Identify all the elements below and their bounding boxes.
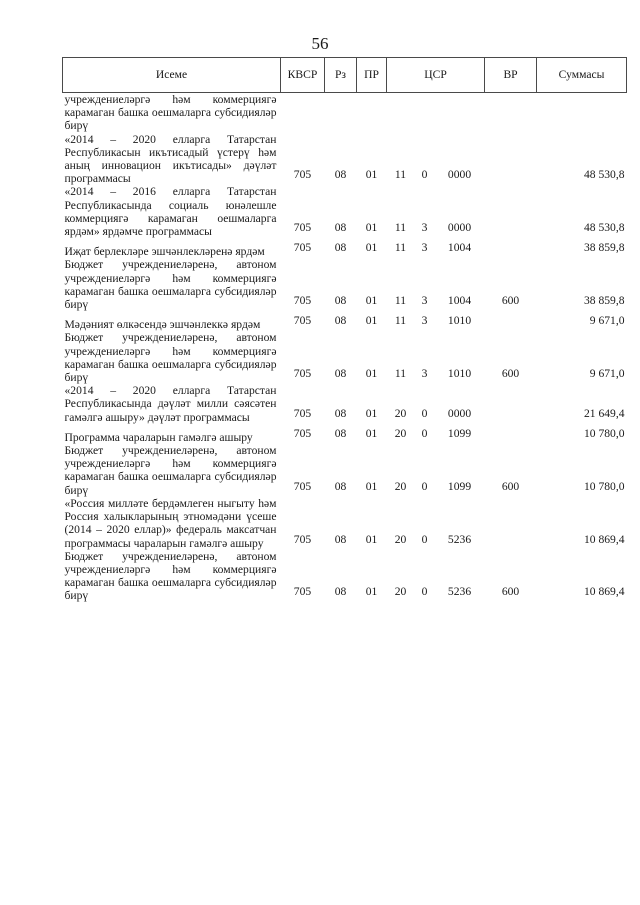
table-row — [63, 424, 627, 444]
row-csr-subprogram: 3 — [421, 221, 428, 235]
row-csr-subprogram: 3 — [421, 294, 428, 308]
row-kvsr: 705 — [293, 426, 312, 440]
row-rz: 08 — [334, 314, 347, 328]
row-csr-subprogram: 3 — [421, 367, 428, 381]
row-vr: 600 — [501, 367, 520, 381]
row-pr: 01 — [365, 406, 378, 420]
row-csr-subprogram: 0 — [421, 585, 428, 599]
page-number: 56 — [311, 34, 329, 53]
row-pr: 01 — [365, 241, 378, 255]
row-csr-direction: 0000 — [447, 406, 472, 420]
row-kvsr: 705 — [293, 294, 312, 308]
row-csr-direction: 5236 — [447, 532, 472, 546]
row-csr-direction: 1099 — [447, 426, 472, 440]
row-name: Бюджет учреждениеләренә, автоном учреждениеләргә һәм коммерциягә карамаган башка оешмаларга субсидияләр бирү — [64, 444, 277, 497]
row-vr: 600 — [501, 585, 520, 599]
row-kvsr: 705 — [293, 479, 312, 493]
header-vr: ВР — [485, 58, 537, 93]
row-csr-subprogram — [415, 93, 435, 133]
table-row — [63, 331, 627, 384]
row-rz: 08 — [334, 479, 347, 493]
row-name: Иҗат берлекләре эшчәнлекләренә ярдәм — [64, 245, 265, 259]
row-csr-direction: 0000 — [447, 168, 472, 182]
table-row — [63, 93, 627, 133]
row-kvsr: 705 — [293, 221, 312, 235]
row-name: «2014 – 2020 елларга Татарстан Республикасын икътисадый үстерү һәм аның инновацион икътисады» дәүләт программасы — [64, 132, 277, 186]
row-rz: 08 — [334, 221, 347, 235]
row-vr: 600 — [501, 479, 520, 493]
row-csr-subprogram: 0 — [421, 406, 428, 420]
row-csr-subprogram: 0 — [421, 532, 428, 546]
row-csr-direction: 1004 — [447, 294, 472, 308]
row-vr — [485, 185, 537, 238]
row-sum: 10 869,4 — [583, 585, 625, 599]
row-csr-subprogram: 0 — [421, 479, 428, 493]
row-csr-program: 11 — [394, 221, 407, 235]
row-rz: 08 — [334, 532, 347, 546]
row-rz: 08 — [334, 426, 347, 440]
row-pr: 01 — [365, 367, 378, 381]
table-row — [63, 185, 627, 238]
header-name: Исеме — [63, 58, 281, 93]
row-csr-subprogram: 3 — [421, 314, 428, 328]
table-header-row — [63, 58, 627, 93]
row-vr — [485, 311, 537, 331]
row-name: «2014 – 2016 елларга Татарстан Республикасында социаль юнәлешле коммерциягә карамаган оешмаларга ярдәм» ярдәмче программасы — [64, 185, 277, 239]
row-csr-program: 20 — [394, 426, 407, 440]
row-kvsr: 705 — [293, 406, 312, 420]
row-pr: 01 — [365, 479, 378, 493]
row-sum — [537, 93, 627, 133]
row-sum: 38 859,8 — [583, 294, 625, 308]
header-pr: ПР — [357, 58, 387, 93]
row-csr-program: 11 — [394, 241, 407, 255]
row-pr: 01 — [365, 221, 378, 235]
table-row — [63, 384, 627, 424]
row-vr — [485, 133, 537, 186]
row-csr-program: 20 — [394, 532, 407, 546]
row-name: «2014 – 2020 елларга Татарстан Республикасында дәүләт милли сәясәтен гамәлгә ашыру» дәүләт программасы — [64, 384, 277, 424]
row-pr: 01 — [365, 168, 378, 182]
row-csr-subprogram: 0 — [421, 426, 428, 440]
header-rz: Рз — [325, 58, 357, 93]
table-row — [63, 258, 627, 311]
table-row — [63, 238, 627, 258]
row-csr-program: 11 — [394, 367, 407, 381]
table-row — [63, 311, 627, 331]
header-sum: Суммасы — [537, 58, 627, 93]
row-csr-subprogram: 0 — [421, 168, 428, 182]
row-sum: 48 530,8 — [583, 168, 625, 182]
row-kvsr: 705 — [293, 585, 312, 599]
row-rz: 08 — [334, 585, 347, 599]
row-csr-program — [387, 93, 415, 133]
row-kvsr: 705 — [293, 367, 312, 381]
header-csr: ЦСР — [387, 58, 485, 93]
row-rz — [325, 93, 357, 133]
row-pr: 01 — [365, 532, 378, 546]
row-name: «Россия милләте бердәмлеген ныгыту һәм Россия халыкларының этномәдәни үсеше (2014 – 2020 еллар)» федераль максатчан программасы чараларын гамәлгә ашыру — [64, 496, 277, 550]
row-pr: 01 — [365, 294, 378, 308]
row-rz: 08 — [334, 168, 347, 182]
budget-table — [62, 57, 627, 603]
row-csr-program: 20 — [394, 585, 407, 599]
row-kvsr: 705 — [293, 168, 312, 182]
row-pr: 01 — [365, 426, 378, 440]
row-sum: 21 649,4 — [583, 406, 625, 420]
row-name: Мәдәният өлкәсендә эшчәнлеккә ярдәм — [64, 318, 261, 332]
row-vr — [485, 238, 537, 258]
row-name: Бюджет учреждениеләренә, автоном учреждениеләргә һәм коммерциягә карамаган башка оешмаларга субсидияләр бирү — [64, 258, 277, 312]
row-vr: 600 — [501, 294, 520, 308]
row-csr-direction — [435, 93, 485, 133]
row-csr-subprogram: 3 — [421, 241, 428, 255]
row-kvsr — [281, 93, 325, 133]
row-name: учреждениеләргә һәм коммерциягә карамаган башка оешмаларга субсидияләр бирү — [64, 93, 277, 133]
row-csr-program: 11 — [394, 294, 407, 308]
header-kvsr: КВСР — [281, 58, 325, 93]
row-csr-program: 20 — [394, 479, 407, 493]
row-name: Программа чараларын гамәлгә ашыру — [64, 430, 253, 444]
row-csr-direction: 1010 — [447, 367, 472, 381]
row-csr-direction: 0000 — [447, 221, 472, 235]
row-csr-program: 11 — [394, 314, 407, 328]
row-name: Бюджет учреждениеләренә, автоном учреждениеләргә һәм коммерциягә карамаган башка оешмаларга субсидияләр бирү — [64, 549, 277, 603]
row-csr-program: 20 — [394, 406, 407, 420]
row-rz: 08 — [334, 294, 347, 308]
row-csr-direction: 1099 — [447, 479, 472, 493]
row-vr — [485, 93, 537, 133]
row-rz: 08 — [334, 367, 347, 381]
row-csr-direction: 1010 — [447, 314, 472, 328]
row-pr: 01 — [365, 585, 378, 599]
row-kvsr: 705 — [293, 532, 312, 546]
row-vr — [485, 497, 537, 550]
row-pr: 01 — [365, 314, 378, 328]
row-sum: 9 671,0 — [589, 367, 625, 381]
row-kvsr: 705 — [293, 314, 312, 328]
table-row — [63, 550, 627, 603]
row-pr — [357, 93, 387, 133]
row-kvsr: 705 — [293, 241, 312, 255]
row-rz: 08 — [334, 241, 347, 255]
row-rz: 08 — [334, 406, 347, 420]
row-sum: 10 869,4 — [583, 532, 625, 546]
row-sum: 38 859,8 — [583, 241, 625, 255]
row-sum: 9 671,0 — [589, 314, 625, 328]
row-name: Бюджет учреждениеләренә, автоном учреждениеләргә һәм коммерциягә карамаган башка оешмаларга субсидияләр бирү — [64, 331, 277, 385]
row-csr-direction: 1004 — [447, 241, 472, 255]
row-csr-program: 11 — [394, 168, 407, 182]
table-row — [63, 497, 627, 550]
row-vr — [485, 384, 537, 424]
row-csr-direction: 5236 — [447, 585, 472, 599]
table-row — [63, 133, 627, 186]
row-sum: 10 780,0 — [583, 479, 625, 493]
row-vr — [485, 424, 537, 444]
table-row — [63, 444, 627, 497]
row-sum: 10 780,0 — [583, 426, 625, 440]
row-sum: 48 530,8 — [583, 221, 625, 235]
